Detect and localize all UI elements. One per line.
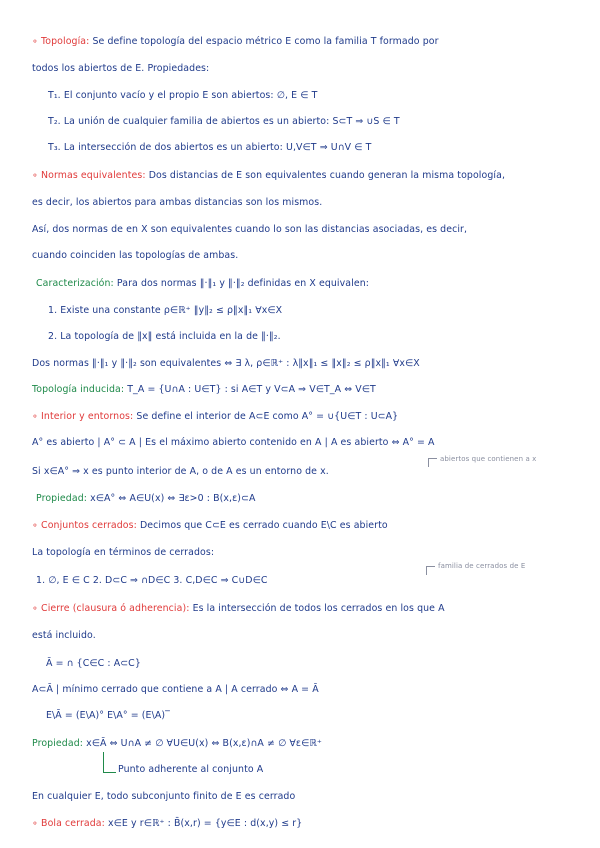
caracterizacion-1: 1. Existe una constante ρ∈ℝ⁺ ‖y‖₂ ≤ ρ‖x‖₁ ∀x∈X <box>48 305 283 316</box>
property-t3: T₃. La intersección de dos abiertos es un abierto: U,V∈T ⇒ U∩V ∈ T <box>48 142 372 153</box>
cerrados-text: Decimos que C⊂E es cerrado cuando E\C es abierto <box>139 520 388 531</box>
cierre-complementos: E\Ā = (E\A)° E\A° = (E\A)‾ <box>46 710 170 721</box>
propiedad-interior <box>36 493 256 505</box>
punto-adherente: Punto adherente al conjunto A <box>118 764 264 775</box>
cierre <box>32 603 445 615</box>
interior-label: ∘ Interior y entornos: <box>32 411 134 422</box>
caracterizacion <box>36 278 369 290</box>
note-familia-cerrados: familia de cerrados de E <box>438 562 526 570</box>
interior-properties: A° es abierto | A° ⊂ A | Es el máximo abierto contenido en A | A es abierto ⇔ A° = A <box>32 437 435 448</box>
cierre-formula: Ā = ∩ {C∈C : A⊂C} <box>46 658 141 669</box>
interior-text: Se define el interior de A⊂E como A° = ∪{U∈T : U⊂A} <box>136 411 399 422</box>
caracterizacion-2: 2. La topología de ‖x‖ está incluida en la de ‖·‖₂. <box>48 331 281 342</box>
normas-equivalencia-condicion: Dos normas ‖·‖₁ y ‖·‖₂ son equivalentes ⇔ ∃ λ, ρ∈ℝ⁺ : λ‖x‖₁ ≤ ‖x‖₂ ≤ ρ‖x‖₁ ∀x∈X <box>32 358 420 369</box>
note-bracket-2 <box>426 566 435 575</box>
subconjunto-finito: En cualquier E, todo subconjunto finito de E es cerrado <box>32 791 296 802</box>
cierre-properties: A⊂Ā | mínimo cerrado que contiene a A | A cerrado ⇔ A = Ā <box>32 684 319 695</box>
topologia-definition <box>32 36 439 48</box>
topologia-properties-intro: todos los abiertos de E. Propiedades: <box>32 63 210 74</box>
cerrados-label: ∘ Conjuntos cerrados: <box>32 520 137 531</box>
normas-equivalentes <box>32 170 505 182</box>
normas-label: ∘ Normas equivalentes: <box>32 170 146 181</box>
propiedad-label: Propiedad: <box>36 493 88 504</box>
note-abiertos: abiertos que contienen a x <box>440 455 537 463</box>
bola-cerrada-label: ∘ Bola cerrada: <box>32 818 105 829</box>
property-t2: T₂. La unión de cualquier familia de abiertos es un abierto: S⊂T ⇒ ∪S ∈ T <box>48 116 400 127</box>
propiedad-cierre <box>32 738 322 750</box>
topologia-label: ∘ Topología: <box>32 36 90 47</box>
punto-interior: Si x∈A° ⇒ x es punto interior de A, o de A es un entorno de x. <box>32 466 329 477</box>
conjuntos-cerrados <box>32 520 388 532</box>
topologia-cerrados: La topología en términos de cerrados: <box>32 547 215 558</box>
property-t1: T₁. El conjunto vacío y el propio E son abiertos: ∅, E ∈ T <box>48 90 318 101</box>
topologia-text: Se define topología del espacio métrico E como la familia T formado por <box>92 36 439 47</box>
normas-asi: Así, dos normas de en X son equivalentes cuando lo son las distancias asociadas, es decir, <box>32 224 468 235</box>
cierre-text: Es la intersección de todos los cerrados en los que A <box>192 603 445 614</box>
cierre-label: ∘ Cierre (clausura ó adherencia): <box>32 603 190 614</box>
propiedad-cierre-text: x∈Ā ⇔ U∩A ≠ ∅ ∀U∈U(x) ⇔ B(x,ε)∩A ≠ ∅ ∀ε∈ℝ⁺ <box>86 738 322 749</box>
topologia-inducida <box>32 384 376 396</box>
topologia-inducida-label: Topología inducida: <box>32 384 125 395</box>
caracterizacion-label: Caracterización: <box>36 278 114 289</box>
note-bracket <box>428 458 437 467</box>
normas-cont: es decir, los abiertos para ambas distancias son los mismos. <box>32 197 323 208</box>
caracterizacion-text: Para dos normas ‖·‖₁ y ‖·‖₂ definidas en X equivalen: <box>116 278 369 289</box>
cerrados-properties: 1. ∅, E ∈ C 2. D⊂C ⇒ ∩D∈C 3. C,D∈C ⇒ C∪D∈C <box>36 575 268 586</box>
topologia-inducida-text: T_A = {U∩A : U∈T} : si A∈T y V⊂A ⇒ V∈T_A ⇔ V∈T <box>127 384 376 395</box>
propiedad-cierre-label: Propiedad: <box>32 738 84 749</box>
adherente-arrow <box>103 752 116 773</box>
normas-text: Dos distancias de E son equivalentes cuando generan la misma topología, <box>148 170 506 181</box>
interior-entornos <box>32 411 398 423</box>
bola-cerrada-text: x∈E y r∈ℝ⁺ : B̄(x,r) = {y∈E : d(x,y) ≤ r} <box>108 818 303 829</box>
cierre-cont: está incluido. <box>32 630 96 641</box>
normas-asi-cont: cuando coinciden las topologías de ambas. <box>32 250 239 261</box>
bola-cerrada <box>32 818 302 830</box>
propiedad-text: x∈A° ⇔ A∈U(x) ⇔ ∃ε>0 : B(x,ε)⊂A <box>90 493 256 504</box>
